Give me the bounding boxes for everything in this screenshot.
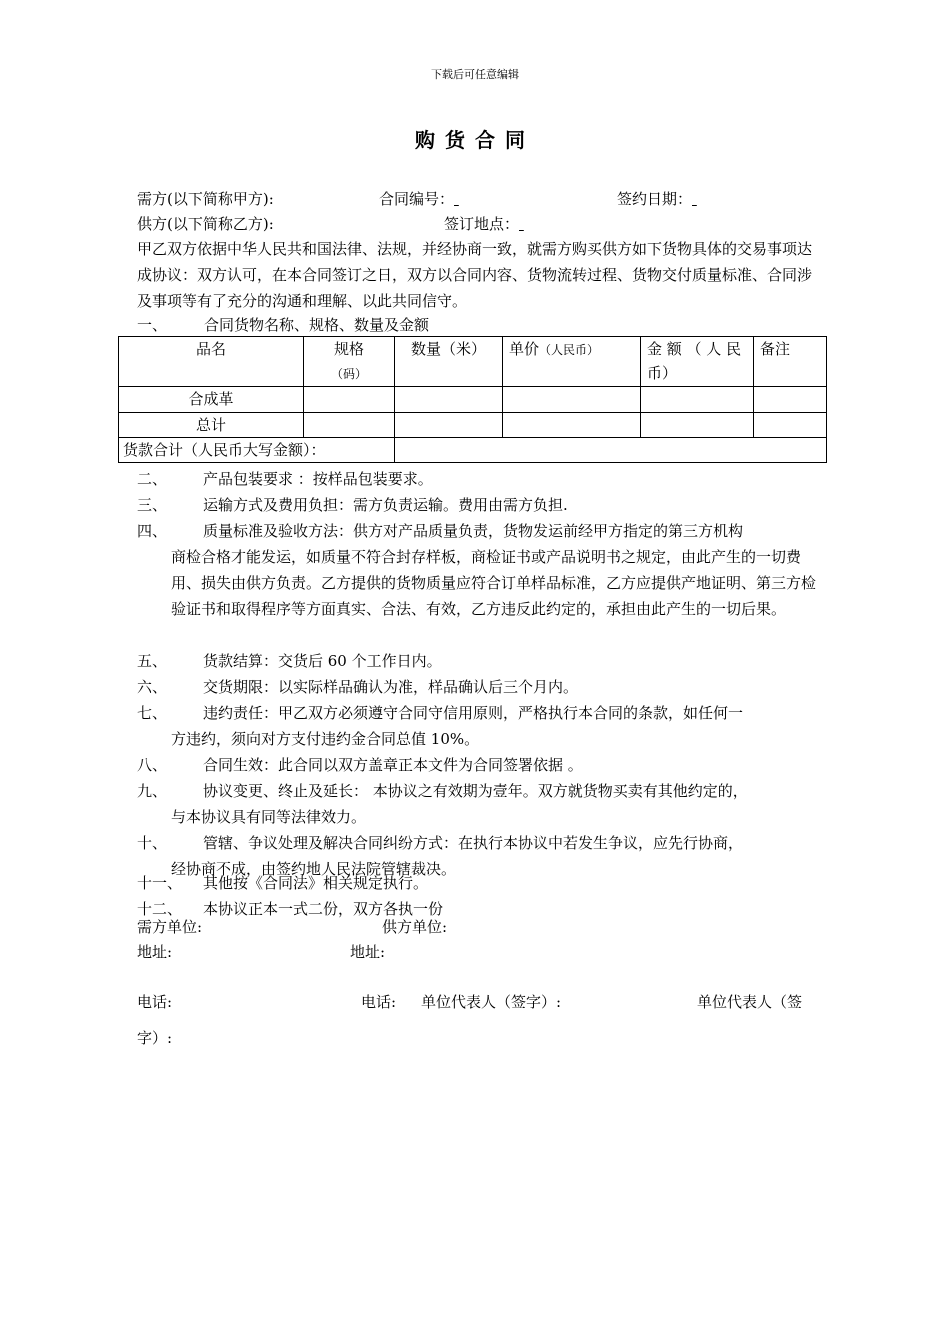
header-qty: 数量（米） bbox=[395, 337, 503, 387]
clause-number: 十、 bbox=[137, 834, 168, 852]
clause-number: 八、 bbox=[137, 756, 168, 774]
clause-text: 质量标准及验收方法：供方对产品质量负责，货物发运前经甲方指定的第三方机构 bbox=[203, 522, 744, 540]
section1-title: 合同货物名称、规格、数量及金额 bbox=[204, 316, 430, 334]
table-header-row bbox=[119, 337, 827, 387]
intro-paragraph: 甲乙双方依据中华人民共和国法律、法规，并经协商一致，就需方购买供方如下货物具体的交易事项达成协议：双方认可，在本合同签订之日，双方以合同内容、货物流转过程、货物交付质量标准、合同涉及事项等有了充分的沟通和理解、以此共同信守。 bbox=[137, 240, 813, 310]
buyer-label: 需方(以下简称甲方): bbox=[137, 190, 274, 208]
document-title: 购货合同 bbox=[415, 128, 535, 152]
clause-number: 九、 bbox=[137, 782, 168, 800]
clause-text-continued: 经协商不成，由签约地人民法院管辖裁决。 bbox=[171, 860, 457, 878]
table-row bbox=[119, 413, 827, 438]
clause-text: 交货期限：以实际样品确认为准，样品确认后三个月内。 bbox=[203, 678, 579, 696]
seller-address-label: 地址: bbox=[350, 943, 386, 961]
header-amount: 金 额 （ 人 民 币） bbox=[641, 337, 754, 387]
total-label: 货款合计（人民币大写金额）： bbox=[119, 438, 395, 463]
header-name: 品名 bbox=[119, 337, 304, 387]
clause-item bbox=[137, 518, 817, 622]
header-note: 下载后可任意编辑 bbox=[431, 68, 519, 81]
clause-text: 合同生效：此合同以双方盖章正本文件为合同签署依据 。 bbox=[203, 756, 583, 774]
table-row bbox=[119, 387, 827, 413]
clause-text-continued: 与本协议具有同等法律效力。 bbox=[171, 808, 367, 826]
seller-label: 供方(以下简称乙方): bbox=[137, 215, 274, 233]
buyer-unit-label: 需方单位: bbox=[137, 918, 203, 936]
clause-number: 七、 bbox=[137, 704, 168, 722]
sign-place-label: 签订地点： bbox=[444, 215, 520, 233]
header-note: 备注 bbox=[754, 337, 827, 387]
buyer-phone-label: 电话: bbox=[137, 993, 173, 1011]
section1-number: 一、 bbox=[137, 316, 168, 334]
clause-text: 其他按《合同法》相关规定执行。 bbox=[203, 874, 429, 892]
clause-text: 货款结算：交货后 60 个工作日内。 bbox=[203, 652, 442, 670]
row2-name: 总计 bbox=[119, 413, 304, 438]
seller-phone-label: 电话: bbox=[361, 993, 397, 1011]
clause-item bbox=[137, 466, 817, 492]
clause-item bbox=[137, 492, 817, 518]
clause-text: 运输方式及费用负担：需方负责运输。费用由需方负担. bbox=[203, 496, 568, 514]
buyer-rep-signature: 单位代表人（签字）: bbox=[421, 993, 562, 1011]
clause-text: 协议变更、终止及延长： 本协议之有效期为壹年。双方就货物买卖有其他约定的， bbox=[203, 782, 748, 800]
contract-no-label: 合同编号： bbox=[379, 190, 455, 208]
clause-text-continued: 方违约，须向对方支付违约金合同总值 10%。 bbox=[171, 730, 480, 748]
seller-unit-label: 供方单位: bbox=[382, 918, 448, 936]
table-total-row bbox=[119, 438, 827, 463]
clause-text: 产品包装要求 ：按样品包装要求。 bbox=[203, 470, 433, 488]
clause-number: 六、 bbox=[137, 678, 168, 696]
row1-name: 合成革 bbox=[119, 387, 304, 413]
goods-table bbox=[118, 336, 827, 463]
clause-item bbox=[137, 870, 817, 896]
clause-number: 十一、 bbox=[137, 874, 183, 892]
clause-text-continued: 商检合格才能发运，如质量不符合封存样板，商检证书或产品说明书之规定，由此产生的一切费用、损失由供方负责。乙方提供的货物质量应符合订单样品标准，乙方应提供产地证明、第三方检验证书和取得程序等方面真实、合法、有效，乙方违反此约定的，承担由此产生的一切后果。 bbox=[171, 548, 817, 618]
header-price: 单价（人民币） bbox=[503, 337, 641, 387]
clause-number: 四、 bbox=[137, 522, 168, 540]
header-spec: 规格 （码） bbox=[304, 337, 395, 387]
clause-item bbox=[137, 752, 817, 778]
clause-item bbox=[137, 896, 817, 922]
buyer-address-label: 地址: bbox=[137, 943, 173, 961]
clause-number: 二、 bbox=[137, 470, 168, 488]
clause-number: 十二、 bbox=[137, 900, 183, 918]
clause-text: 本协议正本一式二份，双方各执一份 bbox=[203, 900, 444, 918]
clause-item bbox=[137, 648, 817, 674]
clause-number: 五、 bbox=[137, 652, 168, 670]
clause-item bbox=[137, 674, 817, 700]
sign-date-label: 签约日期： bbox=[617, 190, 693, 208]
seller-rep-signature-cont: 字）: bbox=[137, 1029, 173, 1047]
clause-number: 三、 bbox=[137, 496, 168, 514]
clause-item bbox=[137, 778, 817, 830]
clause-text: 管辖、争议处理及解决合同纠纷方式：在执行本协议中若发生争议，应先行协商， bbox=[203, 834, 744, 852]
clause-text: 违约责任：甲乙双方必须遵守合同守信用原则，严格执行本合同的条款，如任何一 bbox=[203, 704, 744, 722]
clause-item bbox=[137, 700, 817, 752]
seller-rep-signature: 单位代表人（签 bbox=[697, 993, 803, 1011]
